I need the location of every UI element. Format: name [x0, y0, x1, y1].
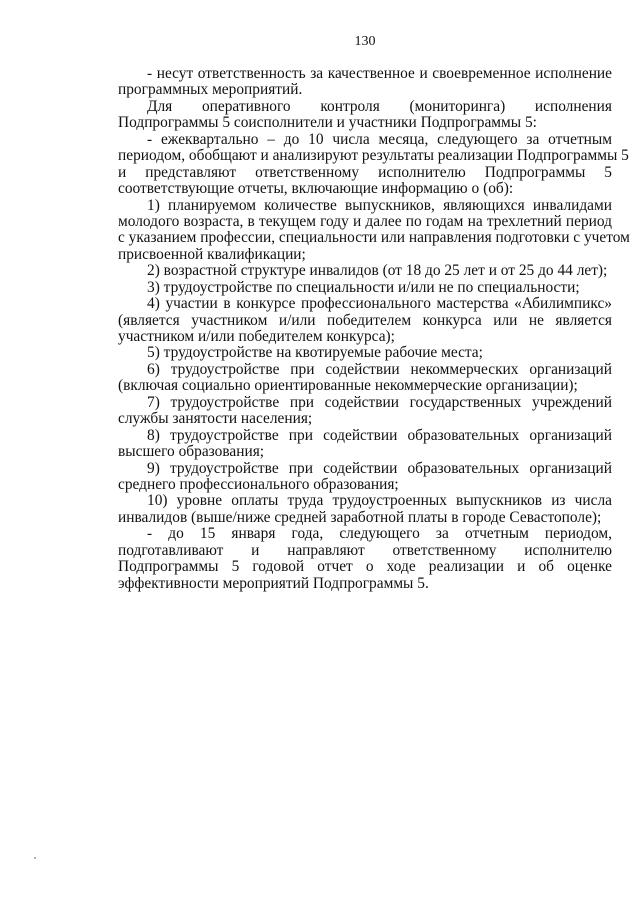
paragraph — [118, 130, 629, 198]
page-number: 130 — [354, 34, 376, 49]
text-line: инвалидов (выше/ниже средней заработной платы в городе Севастополе); — [118, 508, 602, 526]
paragraph — [118, 395, 612, 428]
paragraph — [118, 461, 612, 494]
paragraph — [118, 66, 612, 99]
text-line: (является участником и/или победителем конкурса или не является — [118, 311, 612, 329]
text-line: 7) трудоустройстве при содействии государственных учреждений — [147, 393, 612, 411]
text-line: периодом, обобщают и анализируют результаты реализации Подпрограммы 5 — [118, 147, 629, 165]
text-line: и представляют ответственному исполнителю Подпрограммы 5 — [118, 163, 612, 181]
paragraph — [118, 526, 612, 592]
text-line: 8) трудоустройстве при содействии образовательных организаций — [147, 426, 612, 444]
text-line: эффективности мероприятий Подпрограммы 5. — [118, 574, 429, 592]
paragraph — [118, 196, 630, 264]
paragraph — [118, 362, 612, 395]
paragraph — [118, 99, 612, 132]
paragraph — [118, 428, 612, 461]
text-line: 6) трудоустройстве при содействии некоммерческих организаций — [147, 360, 612, 378]
text-line: присвоенной квалификации; — [118, 245, 306, 263]
text-line: - ежеквартально – до 10 числа месяца, следующего за отчетным — [147, 130, 612, 148]
text-line: программных мероприятий. — [118, 81, 303, 99]
text-line: среднего профессионального образования; — [118, 475, 399, 493]
text-line: с указанием профессии, специальности или направления подготовки с учетом — [118, 229, 630, 247]
text-line: 10) уровне оплаты труда трудоустроенных выпускников из числа — [147, 492, 612, 510]
document-body — [118, 65, 630, 592]
text-line: 4) участии в конкурсе профессионального мастерства «Абилимпикс» — [147, 295, 612, 313]
text-line: Для оперативного контроля (мониторинга) исполнения — [147, 97, 612, 115]
text-line: 9) трудоустройстве при содействии образовательных организаций — [147, 459, 612, 477]
text-line: службы занятости населения; — [118, 410, 313, 428]
text-line: высшего образования; — [118, 443, 265, 461]
text-line: 5) трудоустройстве на квотируемые рабочие места; — [147, 344, 483, 362]
text-line: (включая социально ориентированные некоммерческие организации); — [118, 377, 578, 395]
text-line: молодого возраста, в текущем году и далее по годам на трехлетний период — [118, 212, 612, 230]
paragraph — [118, 296, 612, 345]
text-line: Подпрограммы 5 соисполнители и участники Подпрограммы 5: — [118, 114, 537, 132]
paragraph — [118, 493, 612, 526]
text-line: 1) планируемом количестве выпускников, являющихся инвалидами — [147, 196, 612, 214]
text-line: 2) возрастной структуре инвалидов (от 18 до 25 лет и от 25 до 44 лет); — [147, 262, 608, 280]
scan-speck — [34, 857, 36, 859]
text-line: 3) трудоустройстве по специальности и/или не по специальности; — [147, 278, 580, 296]
paragraph — [118, 263, 612, 279]
text-line: участником и/или победителем конкурса); — [118, 328, 395, 345]
text-line: - несут ответственность за качественное и своевременное исполнение — [147, 65, 612, 82]
paragraph — [118, 280, 612, 296]
text-line: подготавливают и направляют ответственному исполнителю — [118, 541, 612, 559]
text-line: Подпрограммы 5 годовой отчет о ходе реализации и об оценке — [118, 558, 612, 576]
paragraph — [118, 345, 612, 361]
text-line: соответствующие отчеты, включающие информацию о (об): — [118, 180, 514, 198]
text-line: - до 15 января года, следующего за отчетным периодом, — [147, 525, 612, 543]
